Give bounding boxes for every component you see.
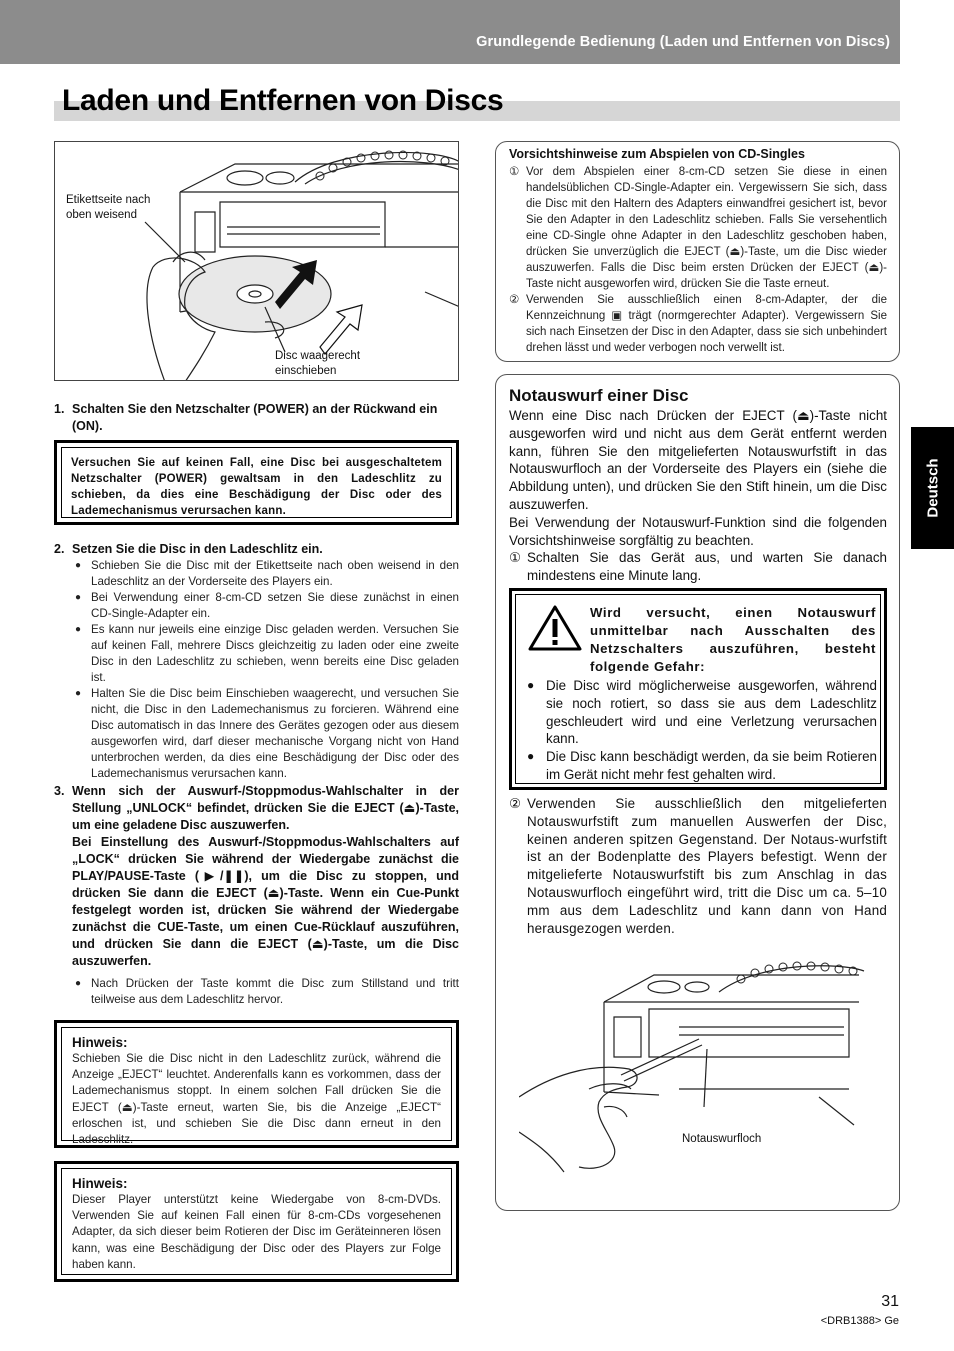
step-1-text: Schalten Sie den Netzschalter (POWER) an der Rückwand ein (ON). xyxy=(72,402,438,433)
list-item: ● Bei Verwendung einer 8-cm-CD setzen Sie diese zunächst in einen CD-Single-Adapter ein. xyxy=(72,590,459,622)
emergency-eject-item-1: Schalten Sie das Gerät aus, und warten Sie danach mindestens eine Minute lang. xyxy=(527,550,887,584)
warning-bullets xyxy=(525,677,877,784)
warning-power-text: Versuchen Sie auf keinen Fall, eine Disc bei ausgeschaltetem Netzschalter (POWER) gewaltsam in den Ladeschlitz zu schieben, da dies eine Beschädigung der Disc oder des Lademechanismus verursachen kann. xyxy=(71,457,442,517)
step-3-text-unlock: Wenn sich der Auswurf-/Stoppmodus-Wahlschalter in der Stellung „UNLOCK“ befindet, drücken Sie die EJECT (⏏)-Taste, um eine geladene Disc auszuwerfen. xyxy=(72,784,459,832)
emergency-eject-para-1: Wenn eine Disc nach Drücken der EJECT (⏏)-Taste nicht ausgeworfen wird und nicht aus dem Gerät entfernt werden kann, führen Sie den mitgelieferten Notauswurfstift in das Notauswurfloch an der Vorderseite des Players ein (siehe die Abbildung unten), und drücken Sie den Stift hinein, um die Disc auszuwerfen. xyxy=(509,408,887,512)
warning-triangle-icon xyxy=(527,604,583,652)
language-tab-label: Deutsch xyxy=(924,458,941,518)
list-item: ● Es kann nur jeweils eine einzige Disc geladen werden. Versuchen Sie auf keinen Fall, mehrere Discs gleichzeitig zu laden oder eine zweite Disc in den Ladeschlitz zu schieben, wenn bereits eine Disc geladen ist. xyxy=(72,622,459,686)
cd-singles-title: Vorsichtshinweise zum Abspielen von CD-Singles xyxy=(509,147,805,161)
header-band xyxy=(0,0,900,64)
emergency-eject-box xyxy=(495,374,900,1211)
warning-power-box xyxy=(54,440,459,525)
item-number: ① xyxy=(509,550,522,566)
figure-label-insert-flat: Disc waagerecht einschieben xyxy=(275,350,361,377)
step-2-text: Setzen Sie die Disc in den Ladeschlitz ein. xyxy=(72,542,323,556)
note-eject-text: Schieben Sie die Disc nicht in den Ladeschlitz zurück, während die Anzeige „EJECT“ leuchtet. Anderenfalls kann es vorkommen, dass der Lademechanismus stoppt. In einem solchen Fall drücken Sie die EJECT (⏏)-Taste erneut, warten Sie, bis die Anzeige „EJECT“ erloschen ist, und schieben Sie die Disc dann erneut in den Ladeschlitz. xyxy=(72,1052,441,1147)
emergency-eject-illustration xyxy=(519,957,869,1187)
list-item: ● Die Disc wird möglicherweise ausgeworfen, während sie noch rotiert, so dass sie aus dem Ladeschlitz geschleudert wird und eine Verletzung verursachen kann. xyxy=(525,677,877,748)
warning-heading: Wird versucht, einen Notauswurf unmittelbar nach Ausschalten des Netzschalters auszuführen, besteht folgende Gefahr: xyxy=(590,605,876,674)
figure-label-label-side: Etikettseite nach oben weisend xyxy=(66,194,151,221)
list-item: ● Schieben Sie die Disc mit der Etikettseite nach oben weisend in den Ladeschlitz an der Vorderseite des Players ein. xyxy=(72,558,459,590)
section-header: Grundlegende Bedienung (Laden und Entfernen von Discs) xyxy=(476,34,890,50)
item-number: ① xyxy=(509,166,520,178)
cd-singles-item-2 xyxy=(509,292,887,356)
item-text: Vor dem Abspielen einer 8-cm-CD setzen Sie diese in einen handelsüblichen CD-Single-Adapter ein. Vergewissern Sie sich, dass die Disc mit den Haltern des Adapters einwandfrei gesichert ist, bevor Sie den Adapter in den Ladeschlitz schieben. Falls Sie versehentlich eine CD-Single ohne Adapter in den Ladeschlitz geschoben haben, drücken Sie unverzüglich die EJECT (⏏)-Taste, um die Disc wieder auszuwerfen. Falls die Disc beim ersten Drücken der EJECT (⏏)-Taste nicht ausgeworfen wird, drücken Sie die Taste erneut. xyxy=(526,166,887,290)
page-title: Laden und Entfernen von Discs xyxy=(62,84,504,117)
step-2-number: 2. xyxy=(54,542,65,556)
emergency-eject-intro xyxy=(509,407,887,585)
page-title-block xyxy=(54,84,900,124)
step-2-bullets xyxy=(72,558,459,782)
item-text: Verwenden Sie ausschließlich einen 8-cm-Adapter, der die Kennzeichnung ▣ trägt (normgerechter Adapter). Vergewissern Sie sich nach Einsetzen der Disc in den Adapter, dass sie sich unbehindert drehen lässt und weder verbogen noch verwellt ist. xyxy=(526,294,887,354)
step-2 xyxy=(54,541,459,558)
item-number: ② xyxy=(509,294,520,306)
step-3-number: 3. xyxy=(54,784,65,798)
step-3-bullets xyxy=(72,976,459,1008)
note-8cm-dvd-title: Hinweis: xyxy=(72,1176,128,1191)
disc-insertion-illustration xyxy=(55,142,459,381)
step-3-text-lock: Bei Einstellung des Auswurf-/Stoppmodus-Wahlschalters auf „LOCK“ drücken Sie während der Wiedergabe zunächst die PLAY/PAUSE-Taste (▶/❚❚), um die Disc zu stoppen, und drücken Sie dann die EJECT (⏏)-Taste. Wenn ein Cue-Punkt festgelegt worden ist, drücken Sie während der Wiedergabe zunächst die CUE-Taste, um einen Cue-Rücklauf auszuführen, und drücken Sie dann die EJECT (⏏)-Taste, um die Disc auszuwerfen. xyxy=(72,835,459,968)
note-eject-box xyxy=(54,1020,459,1148)
emergency-eject-para-2: Bei Verwendung der Notauswurf-Funktion sind die folgenden Vorsichtshinweise sorgfältig zu beachten. xyxy=(509,514,887,548)
emergency-eject-item-2-block xyxy=(509,795,887,937)
figure-label-emergency-hole: Notauswurfloch xyxy=(682,1133,762,1145)
list-item: ● Nach Drücken der Taste kommt die Disc zum Stillstand und tritt teilweise aus dem Ladeschlitz hervor. xyxy=(72,976,459,1008)
list-item: ● Die Disc kann beschädigt werden, da sie beim Rotieren im Gerät nicht mehr fest gehalten wird. xyxy=(525,748,877,784)
cd-singles-item-1 xyxy=(509,164,887,292)
list-item: ● Halten Sie die Disc beim Einschieben waagerecht, und versuchen Sie nicht, die Disc in den Lademechanismus zu forcieren. Während eine Disc automatisch in das Innere des Gerätes gezogen oder aus diesem ausgeworfen wird, darf dieser mechanische Vorgang nicht von Hand unterbrochen werden, da dies eine Beschädigung der Disc oder des Lademechanismus verursachen kann. xyxy=(72,686,459,782)
page-number: 31 xyxy=(881,1293,899,1310)
note-8cm-dvd-box xyxy=(54,1161,459,1282)
figure-disc-insertion xyxy=(54,141,459,381)
document-code: <DRB1388> Ge xyxy=(820,1315,899,1327)
note-eject-title: Hinweis: xyxy=(72,1035,128,1050)
item-number: ② xyxy=(509,796,522,811)
step-3 xyxy=(54,783,459,970)
cd-singles-box xyxy=(495,141,900,362)
emergency-eject-warning-box xyxy=(509,588,887,790)
emergency-eject-item-2: Verwenden Sie ausschließlich den mitgelieferten Notauswurfstift zum manuellen Auswerfen der Disc, keinen anderen spitzen Gegenstand. Der Notaus-wurfstift ist an der Bodenplatte des Players befestigt. Wenn der mitgelieferte Notauswurfstift bis zum Anschlag in das Notauswurfloch eingeführt wird, tritt die Disc um ca. 5–10 mm aus dem Ladeschlitz und kann dann von Hand herausgezogen werden. xyxy=(527,796,887,936)
emergency-eject-title: Notauswurf einer Disc xyxy=(509,386,689,405)
step-1-number: 1. xyxy=(54,402,65,416)
step-1 xyxy=(54,401,459,435)
note-8cm-dvd-text: Dieser Player unterstützt keine Wiedergabe von 8-cm-DVDs. Verwenden Sie auf keinen Fall einen für 8-cm-CDs vorgesehenen Adapter, da sich dieser beim Rotieren der Disc im Geräteinneren lösen kann, was eine Beschädigung der Disc oder des Players zur Folge haben kann. xyxy=(72,1193,441,1271)
language-tab[interactable] xyxy=(911,427,954,549)
